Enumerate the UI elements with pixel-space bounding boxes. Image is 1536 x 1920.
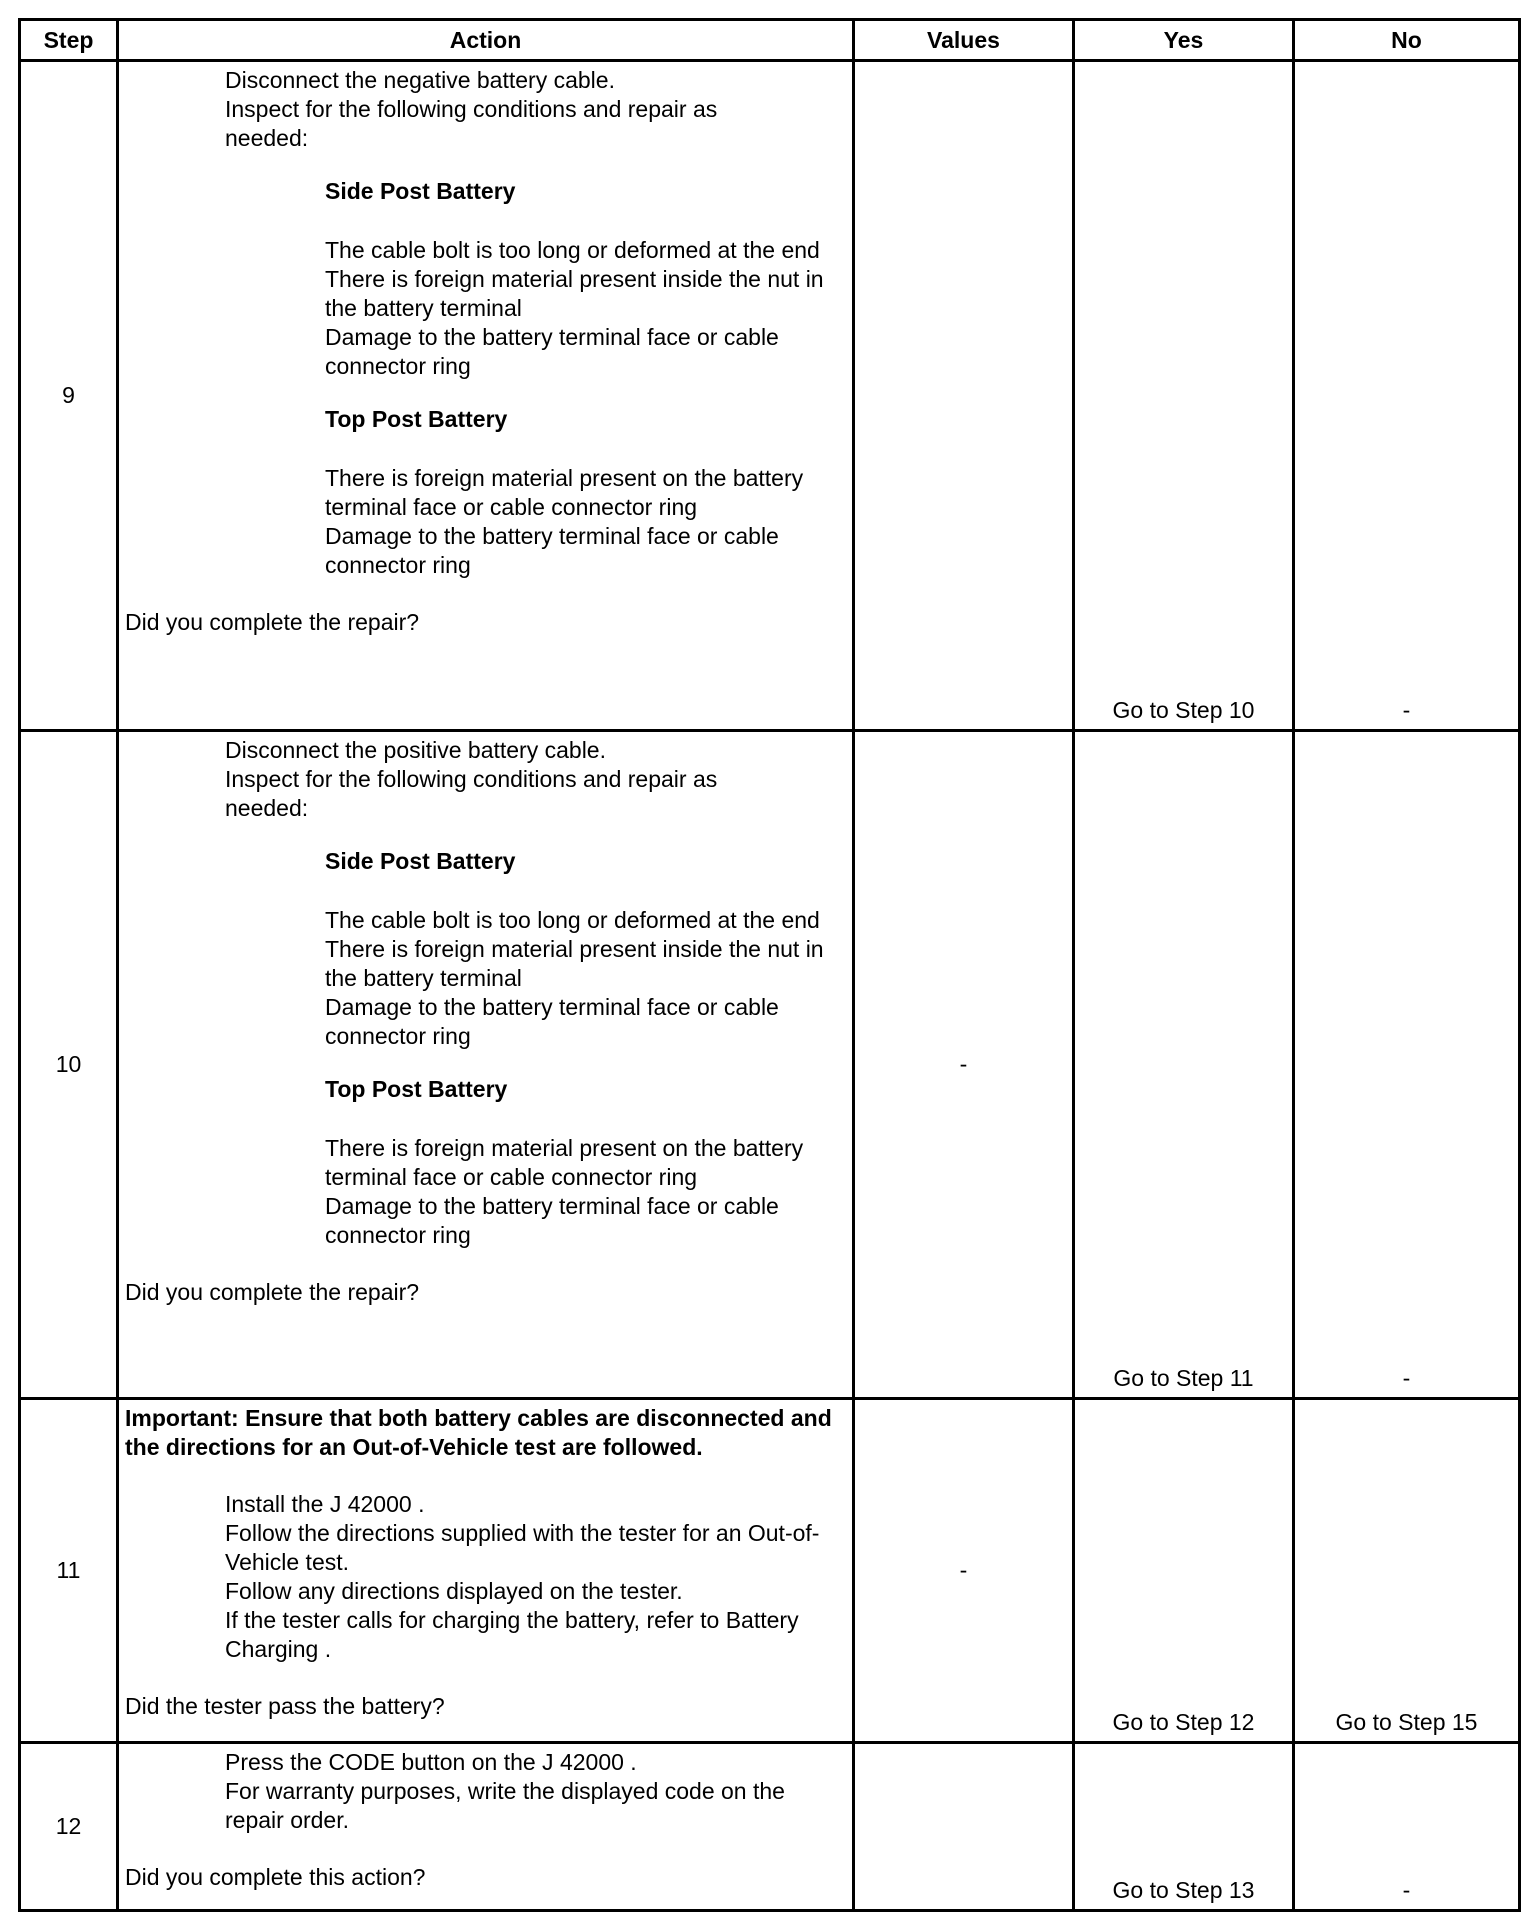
condition-item: There is foreign material present on the battery terminal face or cable connector ring xyxy=(325,1135,804,1190)
action-cell xyxy=(118,61,854,731)
yes-cell: Go to Step 11 xyxy=(1074,731,1294,1399)
header-values: Values xyxy=(854,20,1074,61)
condition-item: Damage to the battery terminal face or cable connector ring xyxy=(325,994,779,1049)
condition-item: Damage to the battery terminal face or cable connector ring xyxy=(325,1193,779,1248)
condition-item: There is foreign material present on the battery terminal face or cable connector ring xyxy=(325,465,804,520)
table-row xyxy=(20,731,1520,1399)
diagnostic-steps-table xyxy=(18,18,1521,1912)
action-line: Follow the directions supplied with the tester for an Out-of-Vehicle test. xyxy=(225,1520,820,1575)
yes-cell: Go to Step 10 xyxy=(1074,61,1294,731)
action-line: Disconnect the positive battery cable. xyxy=(225,737,606,763)
values-cell: - xyxy=(854,1399,1074,1743)
action-line: If the tester calls for charging the battery, refer to Battery Charging . xyxy=(225,1607,799,1662)
header-action: Action xyxy=(118,20,854,61)
table-row xyxy=(20,61,1520,731)
no-cell: - xyxy=(1294,61,1520,731)
step-question: Did you complete the repair? xyxy=(125,609,420,635)
step-number: 9 xyxy=(20,61,118,731)
action-cell xyxy=(118,731,854,1399)
condition-item: The cable bolt is too long or deformed at the end xyxy=(325,237,820,263)
step-number: 11 xyxy=(20,1399,118,1743)
no-cell: Go to Step 15 xyxy=(1294,1399,1520,1743)
action-line: Inspect for the following conditions and repair as needed: xyxy=(225,766,718,821)
header-yes: Yes xyxy=(1074,20,1294,61)
section-heading: Side Post Battery xyxy=(325,178,516,204)
action-line: Inspect for the following conditions and repair as needed: xyxy=(225,96,718,151)
header-row xyxy=(20,20,1520,61)
header-no: No xyxy=(1294,20,1520,61)
section-heading: Top Post Battery xyxy=(325,406,508,432)
step-question: Did you complete the repair? xyxy=(125,1279,420,1305)
header-step: Step xyxy=(20,20,118,61)
condition-item: Damage to the battery terminal face or cable connector ring xyxy=(325,324,779,379)
step-number: 10 xyxy=(20,731,118,1399)
section-heading: Side Post Battery xyxy=(325,848,516,874)
action-line: Press the CODE button on the J 42000 . xyxy=(225,1749,637,1775)
condition-item: The cable bolt is too long or deformed at the end xyxy=(325,907,820,933)
step-question: Did you complete this action? xyxy=(125,1864,426,1890)
action-cell xyxy=(118,1399,854,1743)
action-line: Install the J 42000 . xyxy=(225,1491,425,1517)
action-line: Follow any directions displayed on the tester. xyxy=(225,1578,683,1604)
action-cell xyxy=(118,1743,854,1911)
yes-cell: Go to Step 12 xyxy=(1074,1399,1294,1743)
action-line: Disconnect the negative battery cable. xyxy=(225,67,615,93)
no-cell: - xyxy=(1294,731,1520,1399)
important-note: Important: Ensure that both battery cables are disconnected and the directions for an Out-of-Vehicle test are followed. xyxy=(125,1405,832,1460)
condition-item: There is foreign material present inside the nut in the battery terminal xyxy=(325,936,824,991)
table-row xyxy=(20,1743,1520,1911)
values-cell xyxy=(854,1743,1074,1911)
action-line: For warranty purposes, write the displayed code on the repair order. xyxy=(225,1778,785,1833)
no-cell: - xyxy=(1294,1743,1520,1911)
values-cell: - xyxy=(854,731,1074,1399)
condition-item: Damage to the battery terminal face or cable connector ring xyxy=(325,523,779,578)
table-row xyxy=(20,1399,1520,1743)
values-cell xyxy=(854,61,1074,731)
step-question: Did the tester pass the battery? xyxy=(125,1693,445,1719)
section-heading: Top Post Battery xyxy=(325,1076,508,1102)
condition-item: There is foreign material present inside the nut in the battery terminal xyxy=(325,266,824,321)
step-number: 12 xyxy=(20,1743,118,1911)
yes-cell: Go to Step 13 xyxy=(1074,1743,1294,1911)
